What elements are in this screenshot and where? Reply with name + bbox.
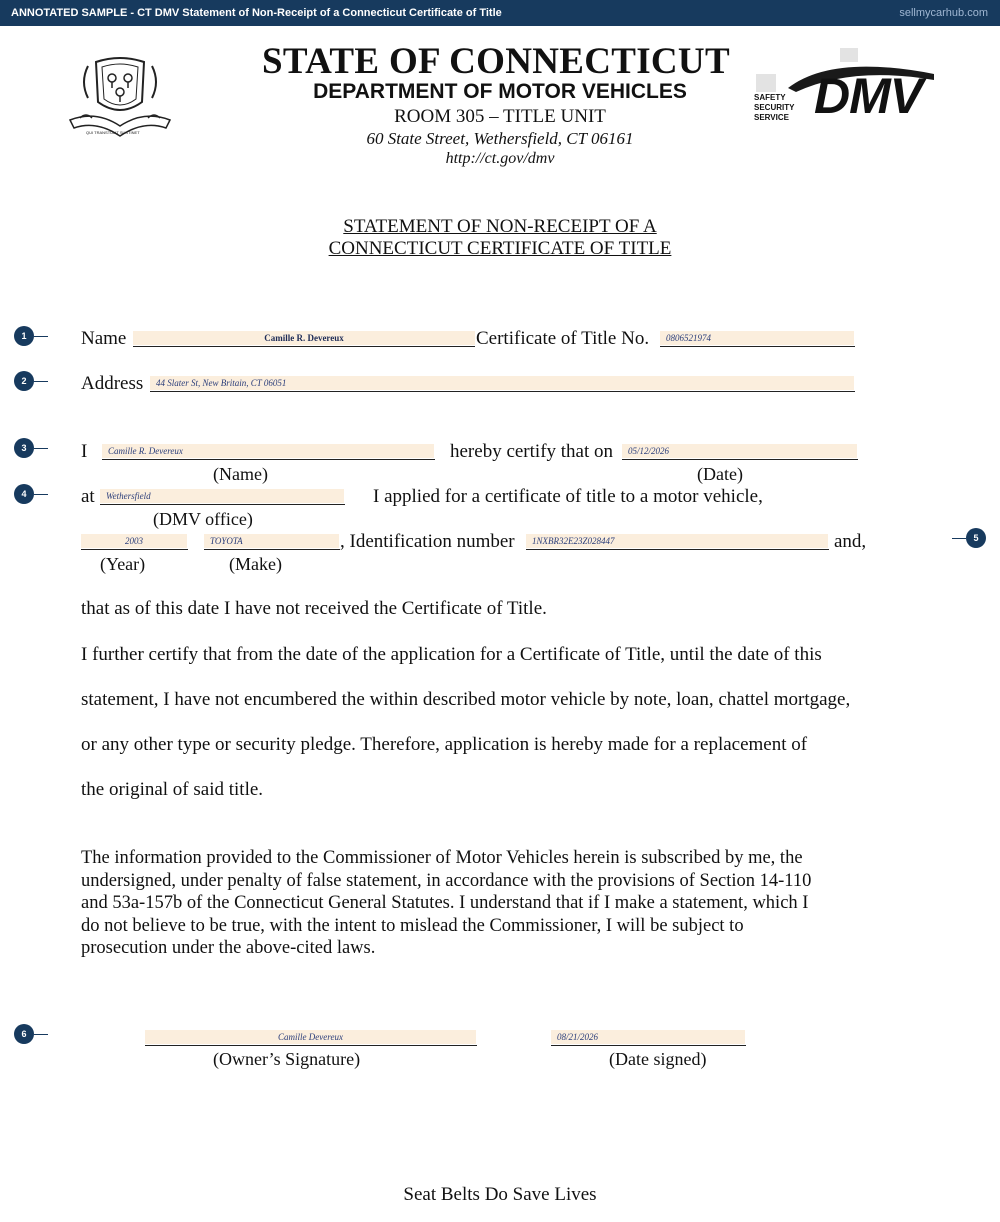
marker-leader: [34, 1034, 48, 1035]
dmv-office-field[interactable]: Wethersfield: [100, 489, 344, 503]
logo-security-text: SECURITY: [754, 103, 795, 112]
further-certify-line-2: statement, I have not encumbered the within described motor vehicle by note, loan, chattel mortgage,: [81, 689, 851, 710]
annotation-marker-2[interactable]: 2: [14, 371, 34, 391]
address-label: Address: [81, 373, 144, 394]
annotation-marker-6[interactable]: 6: [14, 1024, 34, 1044]
annotation-marker-3[interactable]: 3: [14, 438, 34, 458]
annotation-banner: [0, 0, 1000, 26]
annotation-marker-1[interactable]: 1: [14, 326, 34, 346]
legal-line: undersigned, under penalty of false statement, in accordance with the provisions of Section 14-110: [81, 870, 812, 891]
name-field[interactable]: Camille R. Devereux: [133, 331, 475, 345]
name-label: Name: [81, 328, 127, 349]
certify-date-field[interactable]: 05/12/2026: [622, 444, 857, 458]
make-caption: (Make): [229, 554, 282, 574]
dmv-office-underline: [100, 504, 345, 505]
further-certify-line-3: or any other type or security pledge. Therefore, application is hereby made for a replacement of: [81, 734, 808, 755]
legal-line: and 53a-157b of the Connecticut General Statutes. I understand that if I make a statement, which I: [81, 893, 809, 913]
date-signed-underline: [551, 1045, 746, 1046]
state-heading: STATE OF CONNECTICUT: [262, 41, 730, 82]
date-signed-field[interactable]: 08/21/2026: [551, 1030, 745, 1044]
title-number-field[interactable]: 0806521974: [660, 331, 854, 345]
footer-slogan: Seat Belts Do Save Lives: [403, 1184, 597, 1205]
year-caption: (Year): [100, 554, 146, 574]
title-number-label: Certificate of Title No.: [476, 328, 650, 349]
not-received-statement: that as of this date I have not received the Certificate of Title.: [81, 598, 547, 619]
further-certify-line-4: the original of said title.: [81, 779, 264, 800]
seal-motto: QUI TRANSTULIT SUSTINET: [86, 130, 140, 135]
legal-line: The information provided to the Commissioner of Motor Vehicles herein is subscribed by me, the: [81, 848, 803, 868]
make-field[interactable]: TOYOTA: [204, 534, 339, 548]
vin-label: , Identification number: [340, 531, 515, 552]
i-label: I: [81, 441, 88, 462]
year-underline: [81, 549, 188, 550]
dmv-office-caption: (DMV office): [153, 509, 253, 529]
certify-text: hereby certify that on: [450, 441, 614, 462]
certify-name-field[interactable]: Camille R. Devereux: [102, 444, 434, 458]
legal-line: prosecution under the above-cited laws.: [81, 938, 376, 958]
department-heading: DEPARTMENT OF MOTOR VEHICLES: [313, 80, 687, 103]
owner-signature-field[interactable]: Camille Devereux: [145, 1030, 476, 1044]
owner-signature-caption: (Owner’s Signature): [213, 1049, 361, 1069]
logo-service-text: SERVICE: [754, 113, 789, 122]
banner-site-link[interactable]: sellmycarhub.com: [899, 7, 988, 19]
annotation-marker-4[interactable]: 4: [14, 484, 34, 504]
marker-leader: [34, 336, 48, 337]
at-label: at: [81, 486, 95, 507]
date-signed-caption: (Date signed): [609, 1049, 707, 1069]
office-address: 60 State Street, Wethersfield, CT 06161: [366, 129, 634, 148]
address-underline: [150, 391, 855, 392]
date-caption: (Date): [697, 464, 743, 484]
logo-dmv-mark: DMV: [814, 68, 923, 124]
vin-underline: [526, 549, 829, 550]
owner-signature-underline: [145, 1045, 477, 1046]
marker-leader: [34, 448, 48, 449]
address-field[interactable]: 44 Slater St, New Britain, CT 06051: [150, 376, 854, 390]
marker-leader: [34, 381, 48, 382]
logo-safety-text: SAFETY: [754, 93, 786, 102]
vin-field[interactable]: 1NXBR32E23Z028447: [526, 534, 828, 548]
certify-date-underline: [622, 459, 858, 460]
applied-text: I applied for a certificate of title to a motor vehicle,: [373, 486, 763, 507]
name-underline: [133, 346, 475, 347]
legal-line: do not believe to be true, with the intent to mislead the Commissioner, I will be subject to: [81, 915, 744, 936]
further-certify-line-1: I further certify that from the date of the application for a Certificate of Title, until the date of this: [81, 644, 822, 665]
name-caption: (Name): [213, 464, 268, 484]
room-heading: ROOM 305 – TITLE UNIT: [394, 106, 606, 127]
dmv-url: http://ct.gov/dmv: [445, 150, 555, 167]
banner-title: ANNOTATED SAMPLE - CT DMV Statement of Non-Receipt of a Connecticut Certificate of Title: [11, 7, 502, 19]
dmv-logo: [752, 48, 934, 126]
annotation-marker-5[interactable]: 5: [966, 528, 986, 548]
certify-name-underline: [102, 459, 435, 460]
make-underline: [204, 549, 340, 550]
form-title-line-1: STATEMENT OF NON-RECEIPT OF A: [343, 216, 657, 237]
title-number-underline: [660, 346, 855, 347]
marker-leader: [952, 538, 966, 539]
legal-disclaimer: [81, 847, 881, 960]
and-text: and,: [834, 531, 867, 552]
marker-leader: [34, 494, 48, 495]
form-title-line-2: CONNECTICUT CERTIFICATE OF TITLE: [328, 238, 672, 259]
year-field[interactable]: 2003: [81, 534, 187, 548]
